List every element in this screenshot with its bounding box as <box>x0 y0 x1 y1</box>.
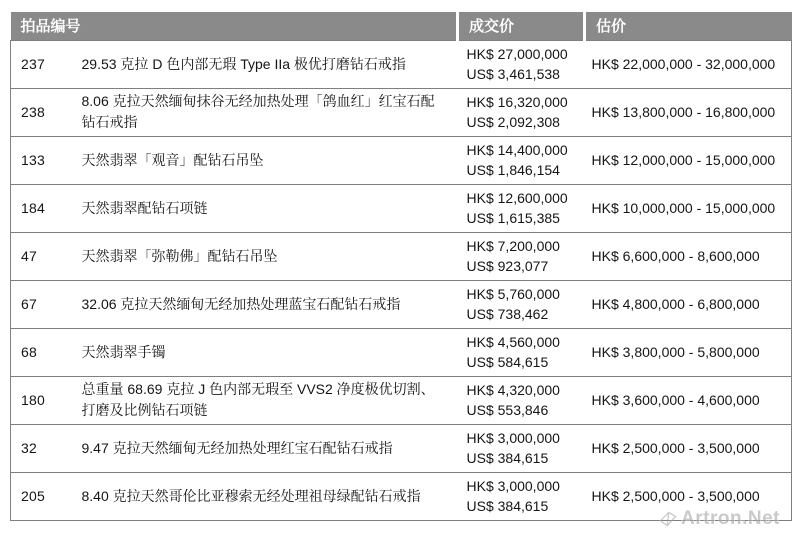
estimate-cell: HK$ 6,600,000 - 8,600,000 <box>585 232 792 280</box>
price-hkd: HK$ 4,320,000 <box>466 382 560 398</box>
table-row <box>11 376 792 424</box>
lot-number-cell: 47 <box>11 232 74 280</box>
hammer-price-cell <box>458 88 585 136</box>
table-row <box>11 472 792 520</box>
column-header-estimate: 估价 <box>585 12 792 40</box>
table-body <box>11 40 792 520</box>
table-row <box>11 328 792 376</box>
estimate-cell: HK$ 10,000,000 - 15,000,000 <box>585 184 792 232</box>
hammer-price-cell <box>458 136 585 184</box>
price-usd: US$ 3,461,538 <box>466 66 560 82</box>
estimate-cell: HK$ 3,600,000 - 4,600,000 <box>585 376 792 424</box>
price-usd: US$ 384,615 <box>466 498 549 514</box>
hammer-price-cell <box>458 328 585 376</box>
price-hkd: HK$ 7,200,000 <box>466 238 560 254</box>
lot-description-cell: 总重量 68.69 克拉 J 色内部无瑕至 VVS2 净度极优切割、打磨及比例钻石项链 <box>74 376 458 424</box>
price-usd: US$ 1,615,385 <box>466 210 560 226</box>
lot-number-cell: 68 <box>11 328 74 376</box>
price-usd: US$ 1,846,154 <box>466 162 560 178</box>
hammer-price-cell <box>458 424 585 472</box>
lot-description-cell: 8.06 克拉天然缅甸抹谷无经加热处理「鸽血红」红宝石配钻石戒指 <box>74 88 458 136</box>
auction-results-table <box>10 12 792 521</box>
price-usd: US$ 738,462 <box>466 306 549 322</box>
table-row <box>11 136 792 184</box>
table-header <box>11 12 792 40</box>
table-row <box>11 40 792 88</box>
price-hkd: HK$ 4,560,000 <box>466 334 560 350</box>
hammer-price-cell <box>458 376 585 424</box>
table-row <box>11 184 792 232</box>
lot-description-cell: 9.47 克拉天然缅甸无经加热处理红宝石配钻石戒指 <box>74 424 458 472</box>
price-hkd: HK$ 3,000,000 <box>466 430 560 446</box>
table-row <box>11 232 792 280</box>
column-header-lot-number: 拍品编号 <box>11 12 458 40</box>
header-row <box>11 12 792 40</box>
price-hkd: HK$ 14,400,000 <box>466 142 568 158</box>
hammer-price-cell <box>458 40 585 88</box>
estimate-cell: HK$ 12,000,000 - 15,000,000 <box>585 136 792 184</box>
price-usd: US$ 553,846 <box>466 402 549 418</box>
estimate-cell: HK$ 2,500,000 - 3,500,000 <box>585 424 792 472</box>
lot-number-cell: 238 <box>11 88 74 136</box>
lot-number-cell: 180 <box>11 376 74 424</box>
lot-description-cell: 8.40 克拉天然哥伦比亚穆索无经处理祖母绿配钻石戒指 <box>74 472 458 520</box>
price-hkd: HK$ 5,760,000 <box>466 286 560 302</box>
hammer-price-cell <box>458 280 585 328</box>
lot-description-cell: 32.06 克拉天然缅甸无经加热处理蓝宝石配钻石戒指 <box>74 280 458 328</box>
lot-number-cell: 205 <box>11 472 74 520</box>
lot-number-cell: 184 <box>11 184 74 232</box>
price-hkd: HK$ 12,600,000 <box>466 190 568 206</box>
lot-number-cell: 67 <box>11 280 74 328</box>
estimate-cell: HK$ 4,800,000 - 6,800,000 <box>585 280 792 328</box>
price-usd: US$ 2,092,308 <box>466 114 560 130</box>
lot-number-cell: 32 <box>11 424 74 472</box>
price-hkd: HK$ 16,320,000 <box>466 94 568 110</box>
lot-number-cell: 237 <box>11 40 74 88</box>
table-row <box>11 88 792 136</box>
lot-description-cell: 29.53 克拉 D 色内部无瑕 Type IIa 极优打磨钻石戒指 <box>74 40 458 88</box>
price-hkd: HK$ 3,000,000 <box>466 478 560 494</box>
price-usd: US$ 384,615 <box>466 450 549 466</box>
price-usd: US$ 923,077 <box>466 258 549 274</box>
lot-description-cell: 天然翡翠手镯 <box>74 328 458 376</box>
estimate-cell: HK$ 2,500,000 - 3,500,000 <box>585 472 792 520</box>
lot-description-cell: 天然翡翠「弥勒佛」配钻石吊坠 <box>74 232 458 280</box>
table-row <box>11 424 792 472</box>
lot-number-cell: 133 <box>11 136 74 184</box>
price-usd: US$ 584,615 <box>466 354 549 370</box>
lot-description-cell: 天然翡翠配钻石项链 <box>74 184 458 232</box>
lot-description-cell: 天然翡翠「观音」配钻石吊坠 <box>74 136 458 184</box>
estimate-cell: HK$ 13,800,000 - 16,800,000 <box>585 88 792 136</box>
column-header-hammer-price: 成交价 <box>458 12 585 40</box>
hammer-price-cell <box>458 184 585 232</box>
price-hkd: HK$ 27,000,000 <box>466 46 568 62</box>
table-row <box>11 280 792 328</box>
hammer-price-cell <box>458 232 585 280</box>
estimate-cell: HK$ 22,000,000 - 32,000,000 <box>585 40 792 88</box>
watermark-text: Artron.Net <box>681 508 780 529</box>
estimate-cell: HK$ 3,800,000 - 5,800,000 <box>585 328 792 376</box>
hammer-price-cell <box>458 472 585 520</box>
